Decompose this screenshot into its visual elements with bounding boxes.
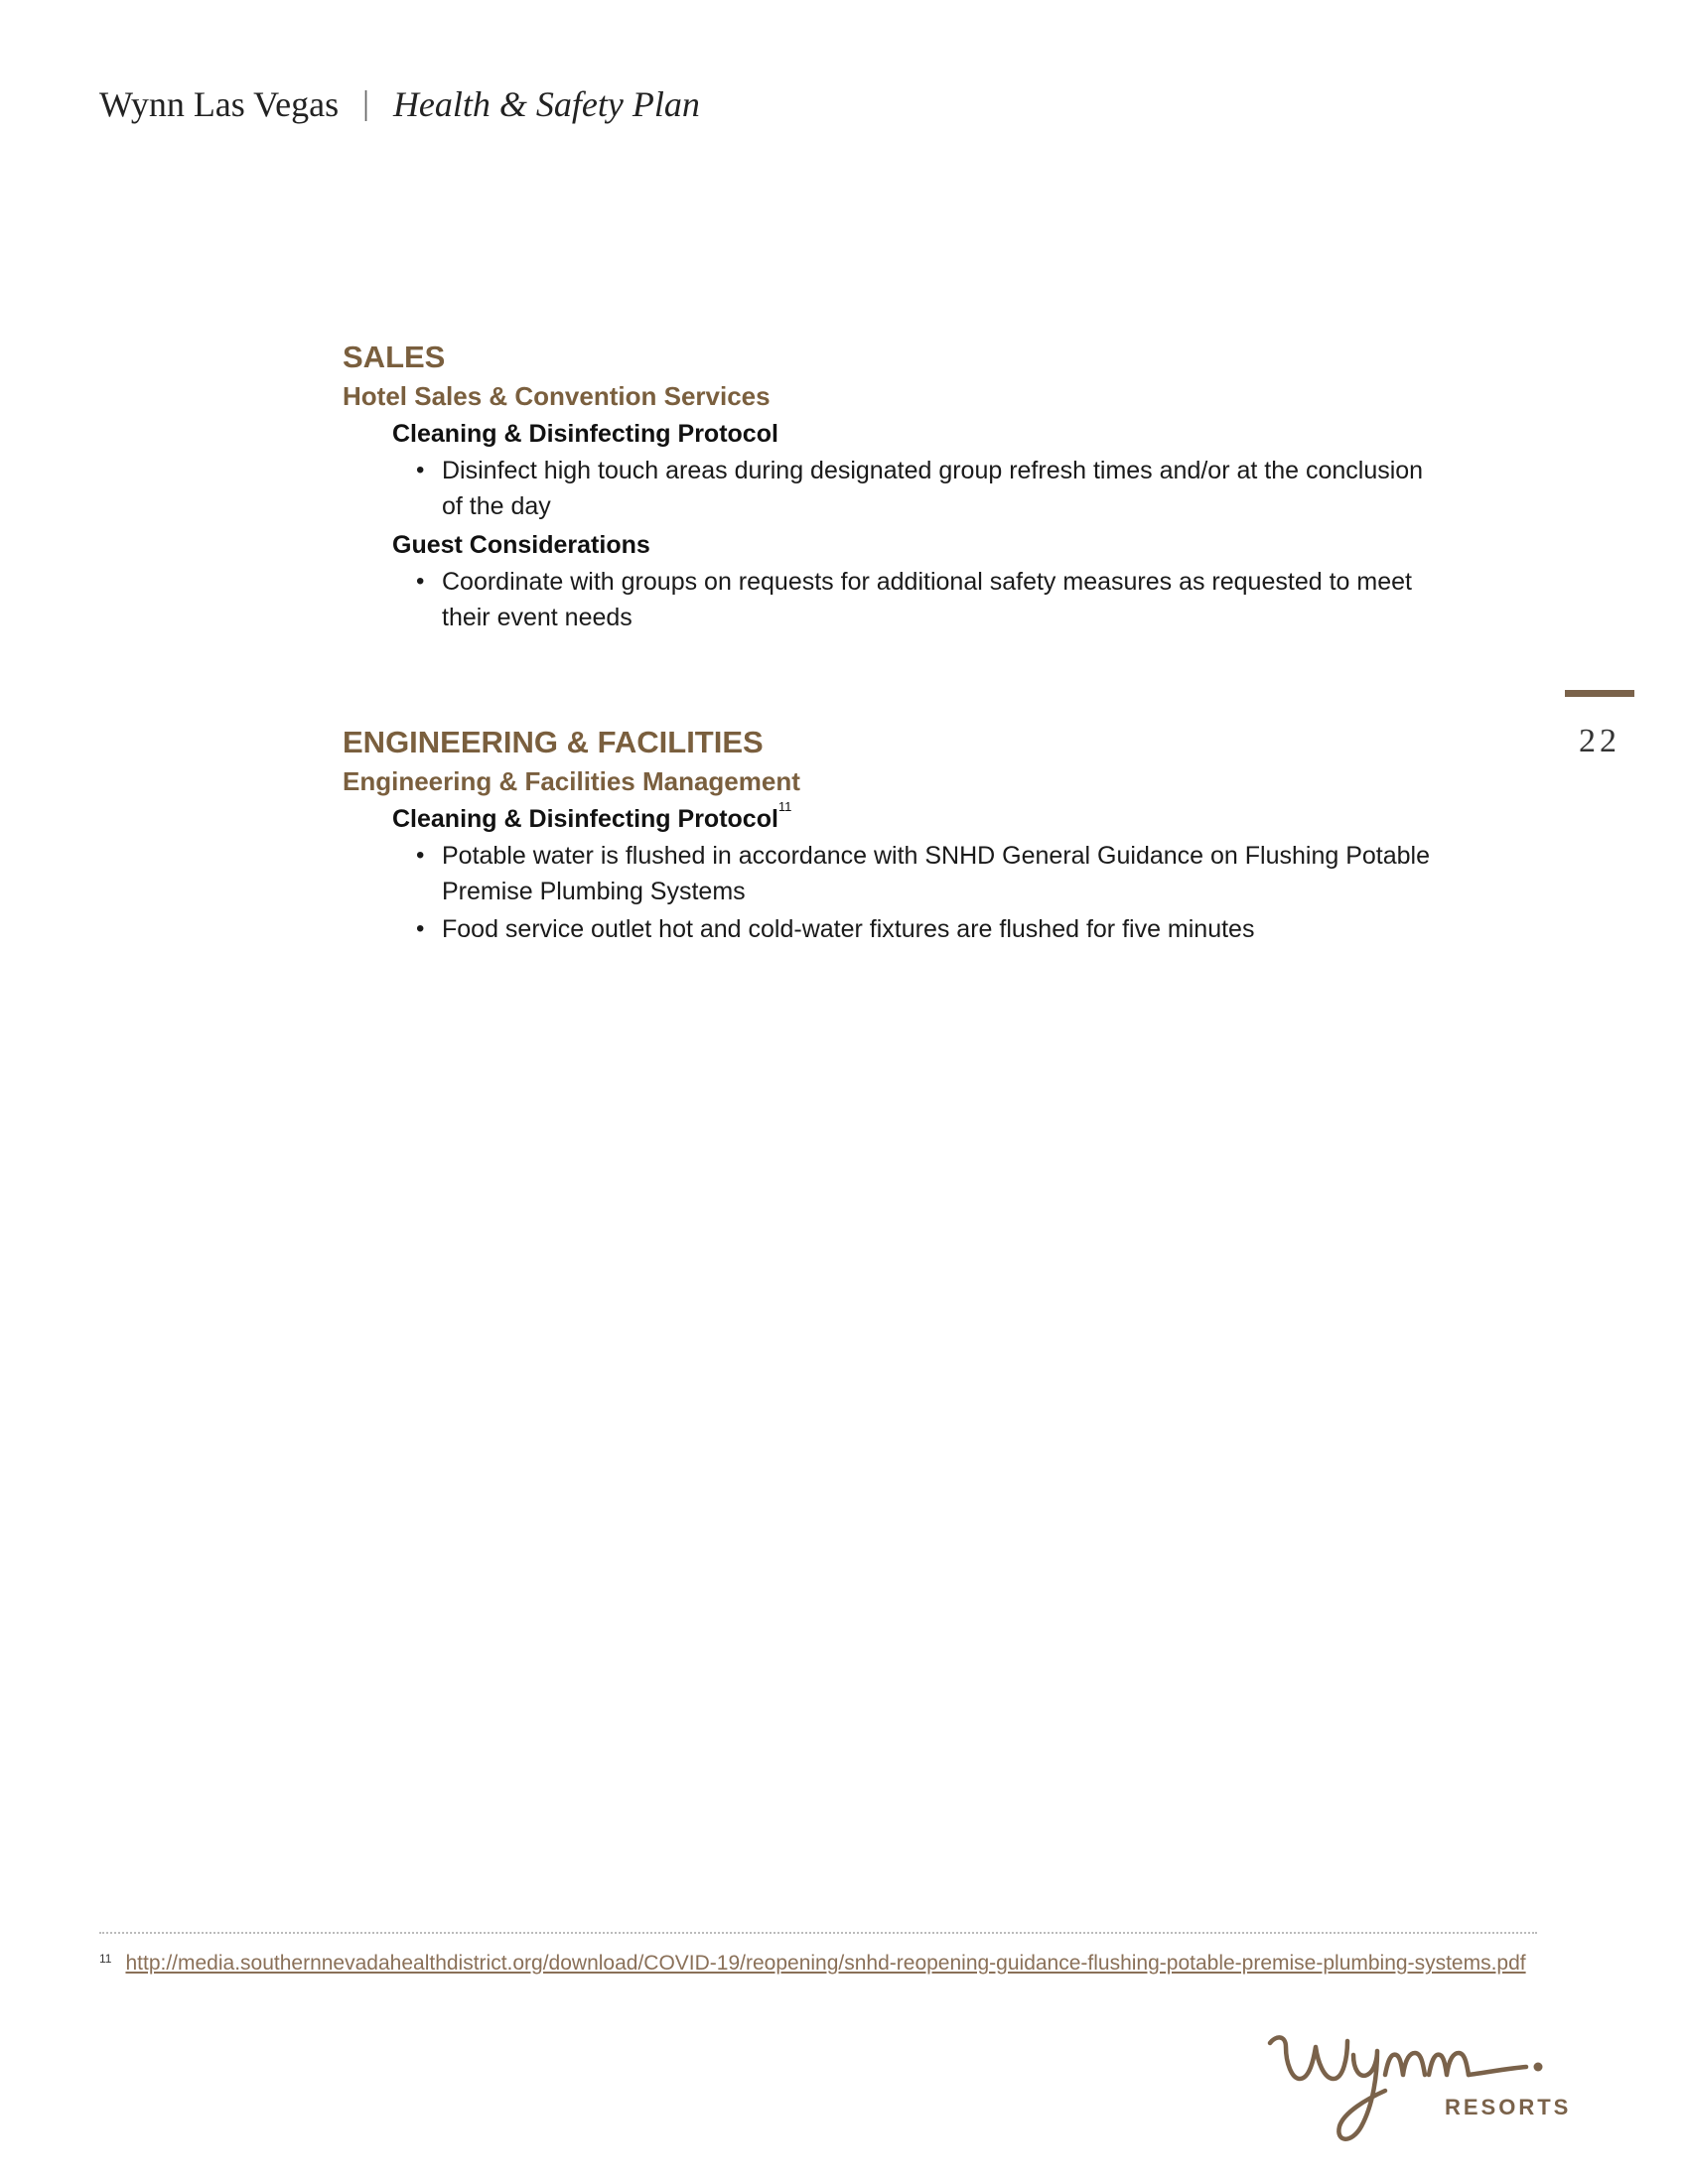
group-title-text: Guest Considerations — [392, 531, 650, 559]
bullet-list — [416, 453, 1433, 524]
wynn-resorts-logo — [1256, 1995, 1572, 2154]
footnote-number: 11 — [99, 1952, 112, 1966]
page-tab-marker — [1565, 690, 1634, 697]
list-item-text: Potable water is flushed in accordance with SNHD General Guidance on Flushing Potable Premise Plumbing Systems — [442, 842, 1430, 905]
section-subtitle: Hotel Sales & Convention Services — [343, 381, 771, 411]
svg-text:RESORTS: RESORTS — [1445, 2095, 1572, 2119]
list-item — [416, 838, 1433, 909]
list-item-text: Disinfect high touch areas during designated group refresh times and/or at the conclusion of the day — [442, 457, 1424, 520]
section-engineering — [343, 723, 1484, 947]
group-title — [392, 800, 1484, 838]
bullet-icon: • — [416, 842, 425, 869]
list-item-text: Coordinate with groups on requests for additional safety measures as requested to meet their event needs — [442, 568, 1412, 631]
brand-name: Wynn Las Vegas — [99, 84, 340, 124]
section-subtitle: Engineering & Facilities Management — [343, 766, 800, 796]
page-header — [99, 83, 700, 125]
list-item — [416, 911, 1433, 947]
page-number: 22 — [1579, 723, 1620, 759]
list-item-text: Food service outlet hot and cold-water fixtures are flushed for five minutes — [442, 915, 1255, 943]
bullet-icon: • — [416, 457, 425, 483]
footnote-ref: 11 — [777, 799, 792, 814]
bullet-list — [416, 838, 1433, 947]
group-title — [392, 526, 1484, 564]
group-title-text: Cleaning & Disinfecting Protocol — [392, 805, 778, 833]
group-title — [392, 415, 1484, 453]
footnote — [99, 1952, 1526, 1976]
plan-title: Health & Safety Plan — [392, 84, 700, 124]
group-title-text: Cleaning & Disinfecting Protocol — [392, 420, 778, 448]
main-content — [343, 338, 1484, 1034]
section-sales — [343, 338, 1484, 635]
bullet-icon: • — [416, 568, 425, 595]
header-separator: | — [362, 85, 369, 122]
list-item — [416, 564, 1433, 635]
section-title: SALES — [343, 340, 446, 374]
bullet-icon: • — [416, 915, 425, 942]
list-item — [416, 453, 1433, 524]
footnote-divider — [99, 1932, 1537, 1934]
footnote-link[interactable]: http://media.southernnevadahealthdistrict.org/download/COVID-19/reopening/snhd-reopening-guidance-flushing-potable-premise-plumbing-systems.pdf — [125, 1952, 1526, 1975]
bullet-list — [416, 564, 1433, 635]
section-title: ENGINEERING & FACILITIES — [343, 725, 764, 759]
